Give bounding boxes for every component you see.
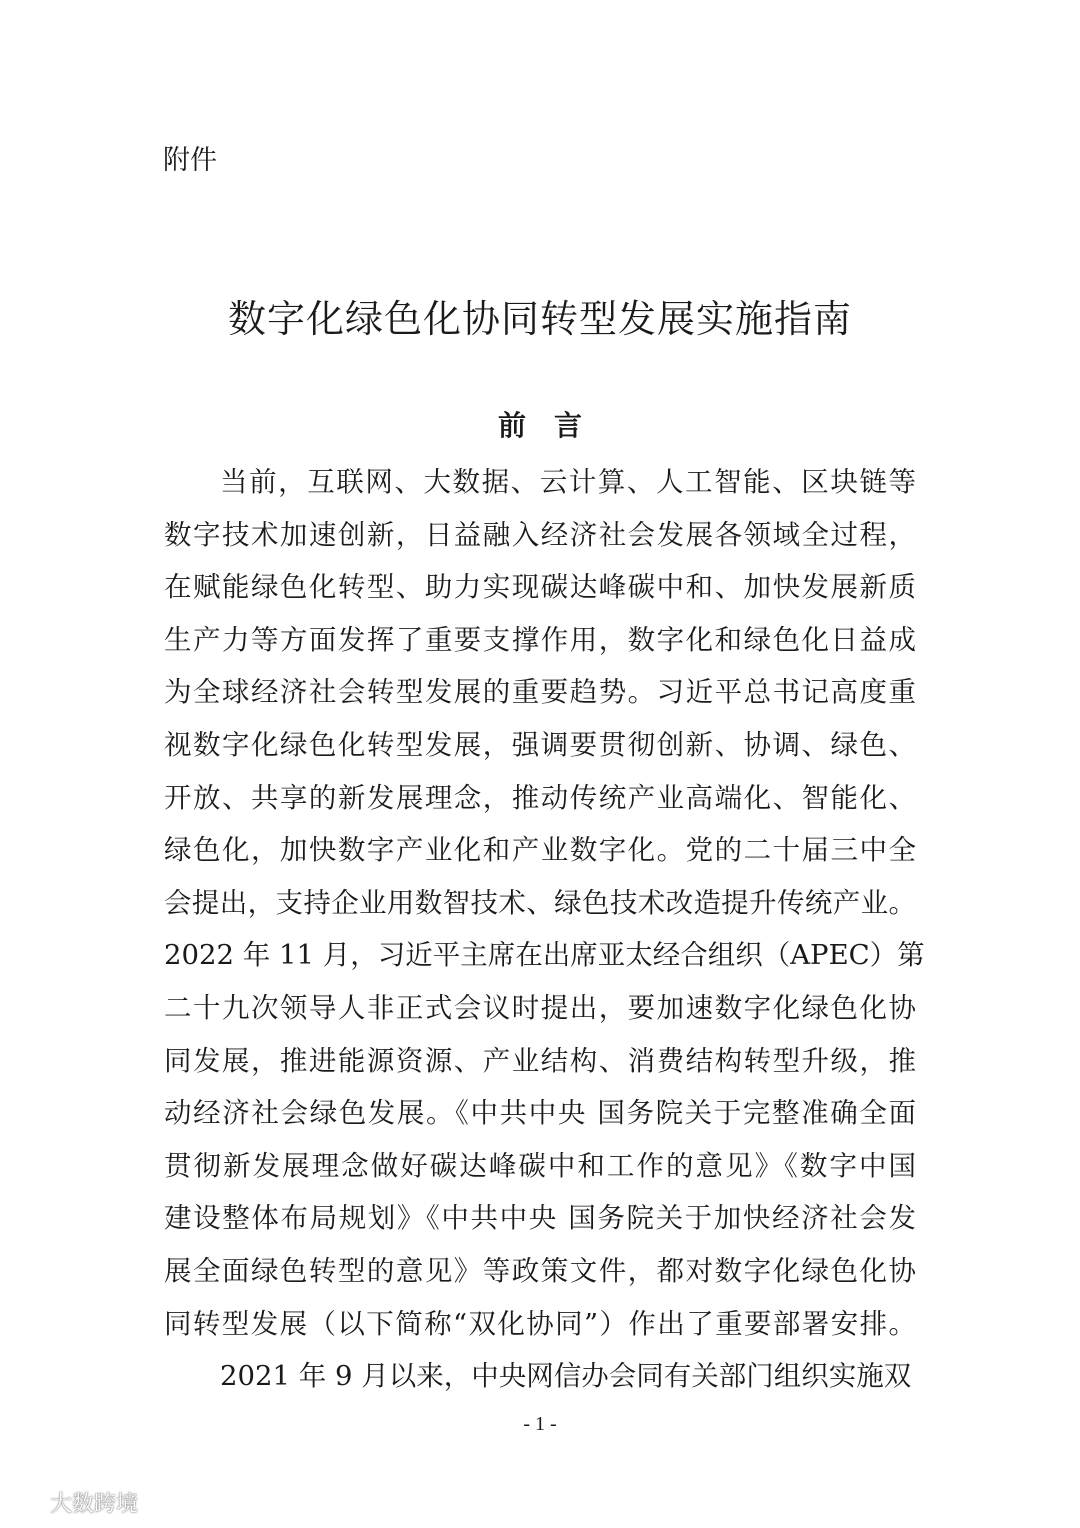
paragraph-line: 为全球经济社会转型发展的重要趋势。习近平总书记高度重 — [164, 676, 916, 709]
watermark-text: 大数跨境 — [50, 1491, 139, 1517]
attachment-label: 附件 — [163, 145, 217, 176]
paragraph-line: 开放、共享的新发展理念，推动传统产业高端化、智能化、 — [164, 781, 916, 814]
paragraph-line: 会提出，支持企业用数智技术、绿色技术改造提升传统产业。 — [164, 886, 916, 919]
document-title: 数字化绿色化协同转型发展实施指南 — [227, 297, 852, 341]
paragraph-line: 建设整体布局规划》《中共中央 国务院关于加快经济社会发 — [164, 1202, 916, 1235]
section-heading: 前言 — [497, 409, 610, 442]
paragraph-line: 贯彻新发展理念做好碳达峰碳中和工作的意见》《数字中国 — [164, 1149, 916, 1182]
paragraph-line: 同转型发展（以下简称“双化协同”）作出了重要部署安排。 — [164, 1307, 916, 1340]
paragraph-line: 2022 年 11 月，习近平主席在出席亚太经合组织（APEC）第 — [164, 939, 925, 972]
paragraph-line: 展全面绿色转型的意见》等政策文件，都对数字化绿色化协 — [164, 1254, 916, 1287]
weibo-logo-icon — [8, 1488, 42, 1516]
paragraph-line: 同发展，推进能源资源、产业结构、消费结构转型升级，推 — [164, 1044, 916, 1077]
paragraph-line: 当前，互联网、大数据、云计算、人工智能、区块链等 — [220, 466, 916, 498]
paragraph-line: 在赋能绿色化转型、助力实现碳达峰碳中和、加快发展新质 — [164, 571, 916, 604]
paragraph-line: 视数字化绿色化转型发展，强调要贯彻创新、协调、绿色、 — [164, 728, 916, 761]
body-text — [164, 456, 925, 1403]
paragraph-line: 生产力等方面发挥了重要支撑作用，数字化和绿色化日益成 — [164, 623, 916, 656]
watermark — [8, 1486, 138, 1518]
paragraph-line: 绿色化，加快数字产业化和产业数字化。党的二十届三中全 — [164, 834, 916, 867]
page-number: - 1 - — [523, 1413, 557, 1435]
paragraph-line: 2021 年 9 月以来，中央网信办会同有关部门组织实施双 — [220, 1360, 912, 1393]
paragraph-line: 数字技术加速创新，日益融入经济社会发展各领域全过程， — [164, 518, 916, 551]
paragraph-line: 二十九次领导人非正式会议时提出，要加速数字化绿色化协 — [164, 991, 916, 1024]
paragraph-line: 动经济社会绿色发展。《中共中央 国务院关于完整准确全面 — [164, 1097, 916, 1130]
